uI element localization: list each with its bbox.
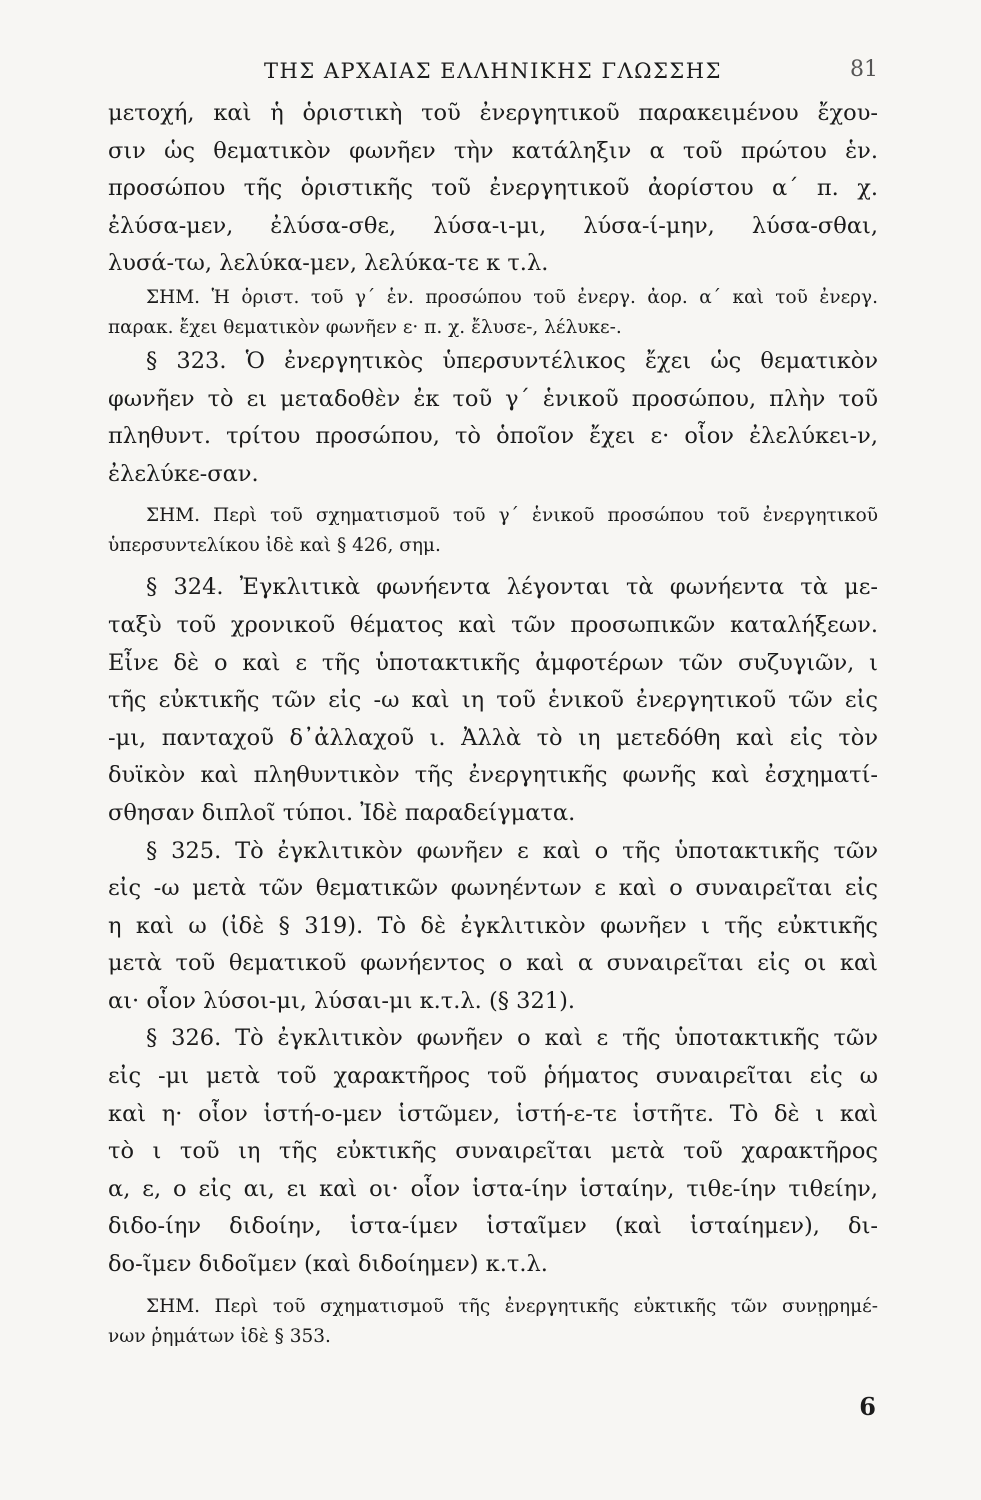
page-number: 81	[850, 57, 878, 82]
text-line: προσώπου τῆς ὁριστικῆς τοῦ ἐνεργητικοῦ ἀορίστου α΄ π. χ.	[108, 175, 878, 202]
text-line: εἰς -μι μετὰ τοῦ χαρακτῆρος τοῦ ῥήματος συναιρεῖται εἰς ω	[108, 1063, 878, 1090]
text-line: ἐλύσα-μεν, ἐλύσα-σθε, λύσα-ι-μι, λύσα-ί-μην, λύσα-σθαι,	[108, 212, 878, 239]
note-line: ΣΗΜ. Περὶ τοῦ σχηματισμοῦ τοῦ γ΄ ἑνικοῦ προσώπου τοῦ ἐνεργητικοῦ	[146, 505, 878, 527]
text-line: διδο-ίην διδοίην, ἱστα-ίμεν ἱσταῖμεν (καὶ ἱσταίημεν), δι-	[108, 1213, 878, 1240]
section-heading-line: § 326. Τὸ ἐγκλιτικὸν φωνῆεν ο καὶ ε τῆς ὑποτακτικῆς τῶν	[146, 1025, 878, 1052]
text-line: αι· οἷον λύσοι-μι, λύσαι-μι κ.τ.λ. (§ 321).	[108, 987, 576, 1014]
text-line: σθησαν διπλοῖ τύποι. Ἰδὲ παραδείγματα.	[108, 799, 576, 826]
text-line: φωνῆεν τὸ ει μεταδοθὲν ἐκ τοῦ γ΄ ἑνικοῦ προσώπου, πλὴν τοῦ	[108, 385, 878, 412]
book-page	[108, 55, 878, 1352]
text-line: τὸ ι τοῦ ιη τῆς εὐκτικῆς συναιρεῖται μετὰ τοῦ χαρακτῆρος	[108, 1138, 878, 1165]
note-line: ΣΗΜ. Περὶ τοῦ σχηματισμοῦ τῆς ἐνεργητικῆς εὐκτικῆς τῶν συνῃρημέ-	[146, 1295, 878, 1317]
text-line: ταξὺ τοῦ χρονικοῦ θέματος καὶ τῶν προσωπικῶν καταλήξεων.	[108, 611, 878, 638]
running-title: ΤΗΣ ΑΡΧΑΙΑΣ ΕΛΛΗΝΙΚΗΣ ΓΛΩΣΣΗΣ	[264, 59, 722, 83]
text-line: -μι, πανταχοῦ δ᾽ἀλλαχοῦ ι. Ἀλλὰ τὸ ιη μετεδόθη καὶ εἰς τὸν	[108, 724, 878, 751]
text-line: εἰς -ω μετὰ τῶν θεματικῶν φωνηέντων ε καὶ ο συναιρεῖται εἰς	[108, 875, 878, 902]
section-heading-line: § 325. Τὸ ἐγκλιτικὸν φωνῆεν ε καὶ ο τῆς ὑποτακτικῆς τῶν	[146, 837, 878, 864]
section-heading-line: § 324. Ἐγκλιτικὰ φωνήεντα λέγονται τὰ φωνήεντα τὰ με-	[146, 574, 878, 601]
text-line: τῆς εὐκτικῆς τῶν εἰς -ω καὶ ιη τοῦ ἑνικοῦ ἐνεργητικοῦ τῶν εἰς	[108, 687, 878, 714]
text-line: δο-ῖμεν διδοῖμεν (καὶ διδοίημεν) κ.τ.λ.	[108, 1251, 548, 1278]
note-line: ὑπερσυντελίκου ἰδὲ καὶ § 426, σημ.	[108, 535, 441, 557]
note-line: νων ῥημάτων ἰδὲ § 353.	[108, 1325, 331, 1347]
running-head	[108, 55, 878, 95]
note-line: ΣΗΜ. Ἡ ὁριστ. τοῦ γ΄ ἑν. προσώπου τοῦ ἐνεργ. ἀορ. α΄ καὶ τοῦ ἐνεργ.	[146, 286, 878, 308]
text-line: μετὰ τοῦ θεματικοῦ φωνήεντος ο καὶ α συναιρεῖται εἰς οι καὶ	[108, 950, 878, 977]
text-line: μετοχή, καὶ ἡ ὁριστικὴ τοῦ ἐνεργητικοῦ παρακειμένου ἔχου-	[108, 100, 878, 126]
text-line: πληθυντ. τρίτου προσώπου, τὸ ὁποῖον ἔχει ε· οἷον ἐλελύκει-ν,	[108, 423, 878, 450]
text-line: η καὶ ω (ἰδὲ § 319). Τὸ δὲ ἐγκλιτικὸν φωνῆεν ι τῆς εὐκτικῆς	[108, 912, 878, 939]
text-line: σιν ὡς θεματικὸν φωνῆεν τὴν κατάληξιν α τοῦ πρώτου ἑν.	[108, 137, 878, 164]
text-line: α, ε, ο εἰς αι, ει καὶ οι· οἷον ἱστα-ίην ἱσταίην, τιθε-ίην τιθείην,	[108, 1175, 878, 1202]
section-heading-line: § 323. Ὁ ἐνεργητικὸς ὑπερσυντέλικος ἔχει ὡς θεματικὸν	[146, 347, 878, 374]
text-line: ἐλελύκε-σαν.	[108, 460, 259, 487]
text-line: λυσά-τω, λελύκα-μεν, λελύκα-τε κ τ.λ.	[108, 250, 549, 277]
text-line: Εἶνε δὲ ο καὶ ε τῆς ὑποτακτικῆς ἀμφοτέρων τῶν συζυγιῶν, ι	[108, 649, 878, 676]
text-line: δυϊκὸν καὶ πληθυντικὸν τῆς ἐνεργητικῆς φωνῆς καὶ ἐσχηματί-	[108, 762, 878, 789]
text-line: καὶ η· οἷον ἱστή-ο-μεν ἱστῶμεν, ἱστή-ε-τε ἱστῆτε. Τὸ δὲ ι καὶ	[108, 1100, 878, 1127]
note-line: παρακ. ἔχει θεματικὸν φωνῆεν ε· π. χ. ἔλυσε-, λέλυκε-.	[108, 316, 622, 338]
signature-mark: 6	[859, 1392, 876, 1421]
